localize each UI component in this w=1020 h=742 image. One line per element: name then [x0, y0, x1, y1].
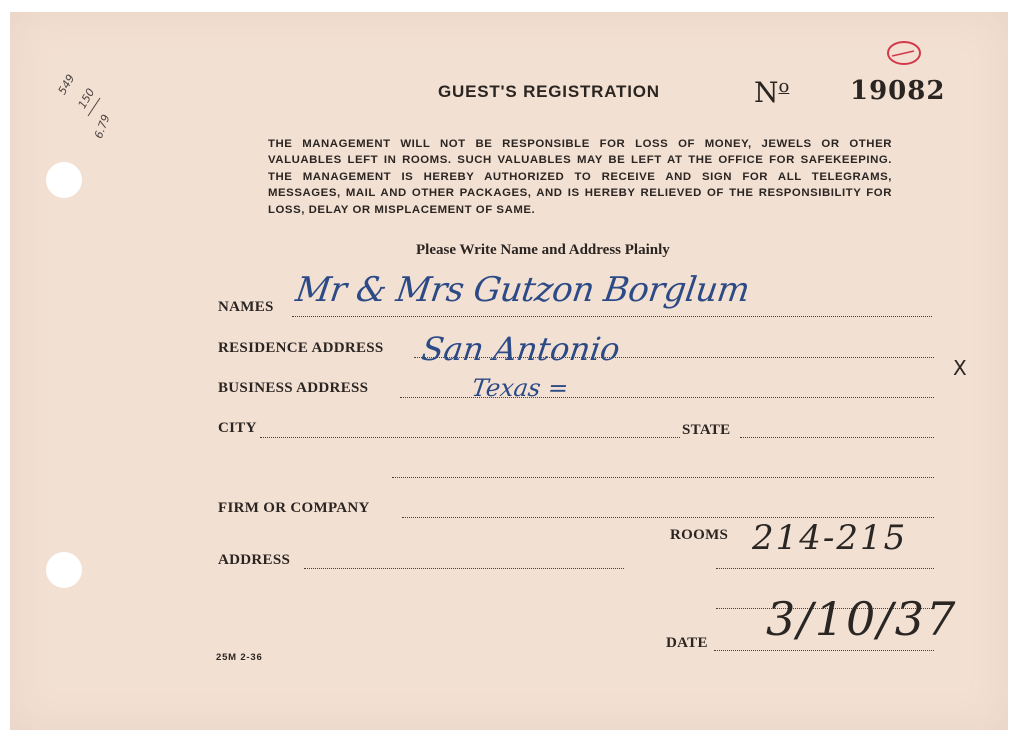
registration-card [10, 12, 1008, 730]
date-handwriting: 3/10/37 [766, 592, 958, 646]
form-title: GUEST'S REGISTRATION [438, 82, 660, 101]
city-line [260, 437, 680, 438]
residence-handwriting: San Antonio [419, 330, 623, 368]
names-line [292, 316, 932, 317]
residence-label: RESIDENCE ADDRESS [218, 340, 384, 356]
margin-note-2: 150 [75, 86, 98, 111]
date-line [714, 650, 934, 651]
punch-hole-bottom [46, 552, 82, 588]
rooms-line [716, 568, 934, 569]
address-label: ADDRESS [218, 552, 291, 568]
margin-note-1: 549 [55, 72, 78, 97]
date-label: DATE [666, 635, 708, 651]
disclaimer-text: THE MANAGEMENT WILL NOT BE RESPONSIBLE FOR LOSS OF MONEY, JEWELS OR OTHER VALUABLES LEFT IN ROOMS. SUCH VALUABLES MAY BE LEFT AT THE OFFICE FOR SAFEKEEPING. THE MANAGEMENT IS HEREBY AUTHORIZED TO RECEIVE AND SIGN FOR ALL TELEGRAMS, MESSAGES, MAIL AND OTHER PACKAGES, AND IS HEREBY RELIEVED OF THE RESPONSIBILITY FOR LOSS, DELAY OR MISPLACEMENT OF SAME. [268, 138, 892, 216]
rooms-label: ROOMS [670, 527, 729, 543]
address-line [304, 568, 624, 569]
business-label: BUSINESS ADDRESS [218, 380, 369, 396]
rooms-handwriting: 214-215 [752, 518, 908, 558]
names-handwriting: Mr & Mrs Gutzon Borglum [293, 270, 752, 310]
x-mark: X [953, 356, 967, 380]
margin-note-3: 6.79 [91, 112, 113, 141]
state-line [740, 437, 934, 438]
city-label: CITY [218, 420, 257, 436]
punch-hole-top [46, 162, 82, 198]
serial-number: 19082 [850, 76, 946, 106]
firm-label: FIRM OR COMPANY [218, 500, 370, 516]
number-prefix: $N^o$ [754, 76, 790, 109]
instruction-text: Please Write Name and Address Plainly [416, 242, 670, 258]
state-label: STATE [682, 422, 731, 438]
form-code: 25M 2-36 [216, 652, 263, 663]
red-pencil-mark [882, 38, 926, 68]
business-handwriting: Texas = [470, 374, 571, 402]
names-label: NAMES [218, 299, 274, 315]
header [10, 76, 1008, 116]
city-state-continuation-line [392, 477, 934, 478]
